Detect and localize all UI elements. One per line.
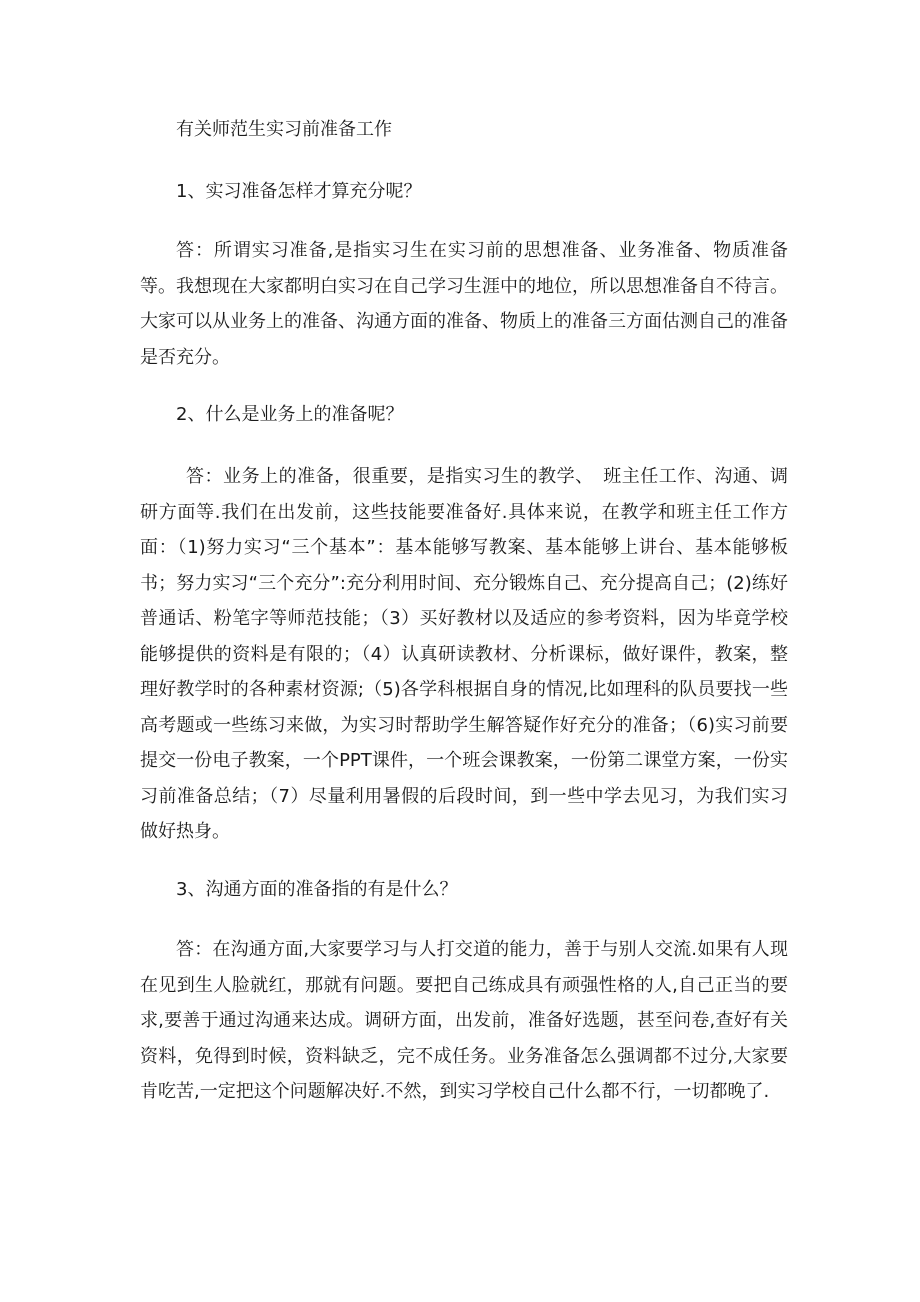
answer-2: 答：业务上的准备，很重要，是指实习生的教学、 班主任工作、沟通、调研方面等.我们在出发前，这些技能要准备好.具体来说，在教学和班主任工作方面：（1)努力实习“三个基本”：基本能够写教案、基本能够上讲台、基本能够板书；努力实习“三个充分”:充分利用时间、充分锻炼自己、充分提高自己；(2)练好普通话、粉笔字等师范技能；（3）买好教材以及适应的参考资料，因为毕竟学校能够提供的资料是有限的；（4）认真研读教材、分析课标，做好课件，教案，整理好教学时的各种素材资源;（5)各学科根据自身的情况,比如理科的队员要找一些高考题或一些练习来做，为实习时帮助学生解答疑作好充分的准备；（6)实习前要提交一份电子教案，一个PPT课件，一个班会课教案，一份第二课堂方案，一份实习前准备总结；（7）尽量利用暑假的后段时间，到一些中学去见习，为我们实习做好热身。 (140, 466, 788, 842)
answer-1: 答：所谓实习准备,是指实习生在实习前的思想准备、业务准备、物质准备等。我想现在大家都明白实习在自己学习生涯中的地位，所以思想准备自不待言。大家可以从业务上的准备、沟通方面的准备、物质上的准备三方面估测自己的准备是否充分。 (140, 240, 788, 368)
question-1: 1、实习准备怎样才算充分呢？ (176, 181, 422, 202)
question-3: 3、沟通方面的准备指的有是什么？ (176, 879, 458, 900)
question-2: 2、什么是业务上的准备呢？ (176, 404, 404, 425)
document-title: 有关师范生实习前准备工作 (176, 119, 392, 140)
answer-3: 答：在沟通方面,大家要学习与人打交道的能力，善于与别人交流.如果有人现在见到生人脸就红，那就有问题。要把自己练成具有顽强性格的人,自己正当的要求,要善于通过沟通来达成。调研方面，出发前，准备好选题，甚至问卷,查好有关资料，免得到时候，资料缺乏，完不成任务。业务准备怎么强调都不过分,大家要肯吃苦,一定把这个问题解决好.不然，到实习学校自己什么都不行，一切都晚了. (140, 939, 788, 1102)
